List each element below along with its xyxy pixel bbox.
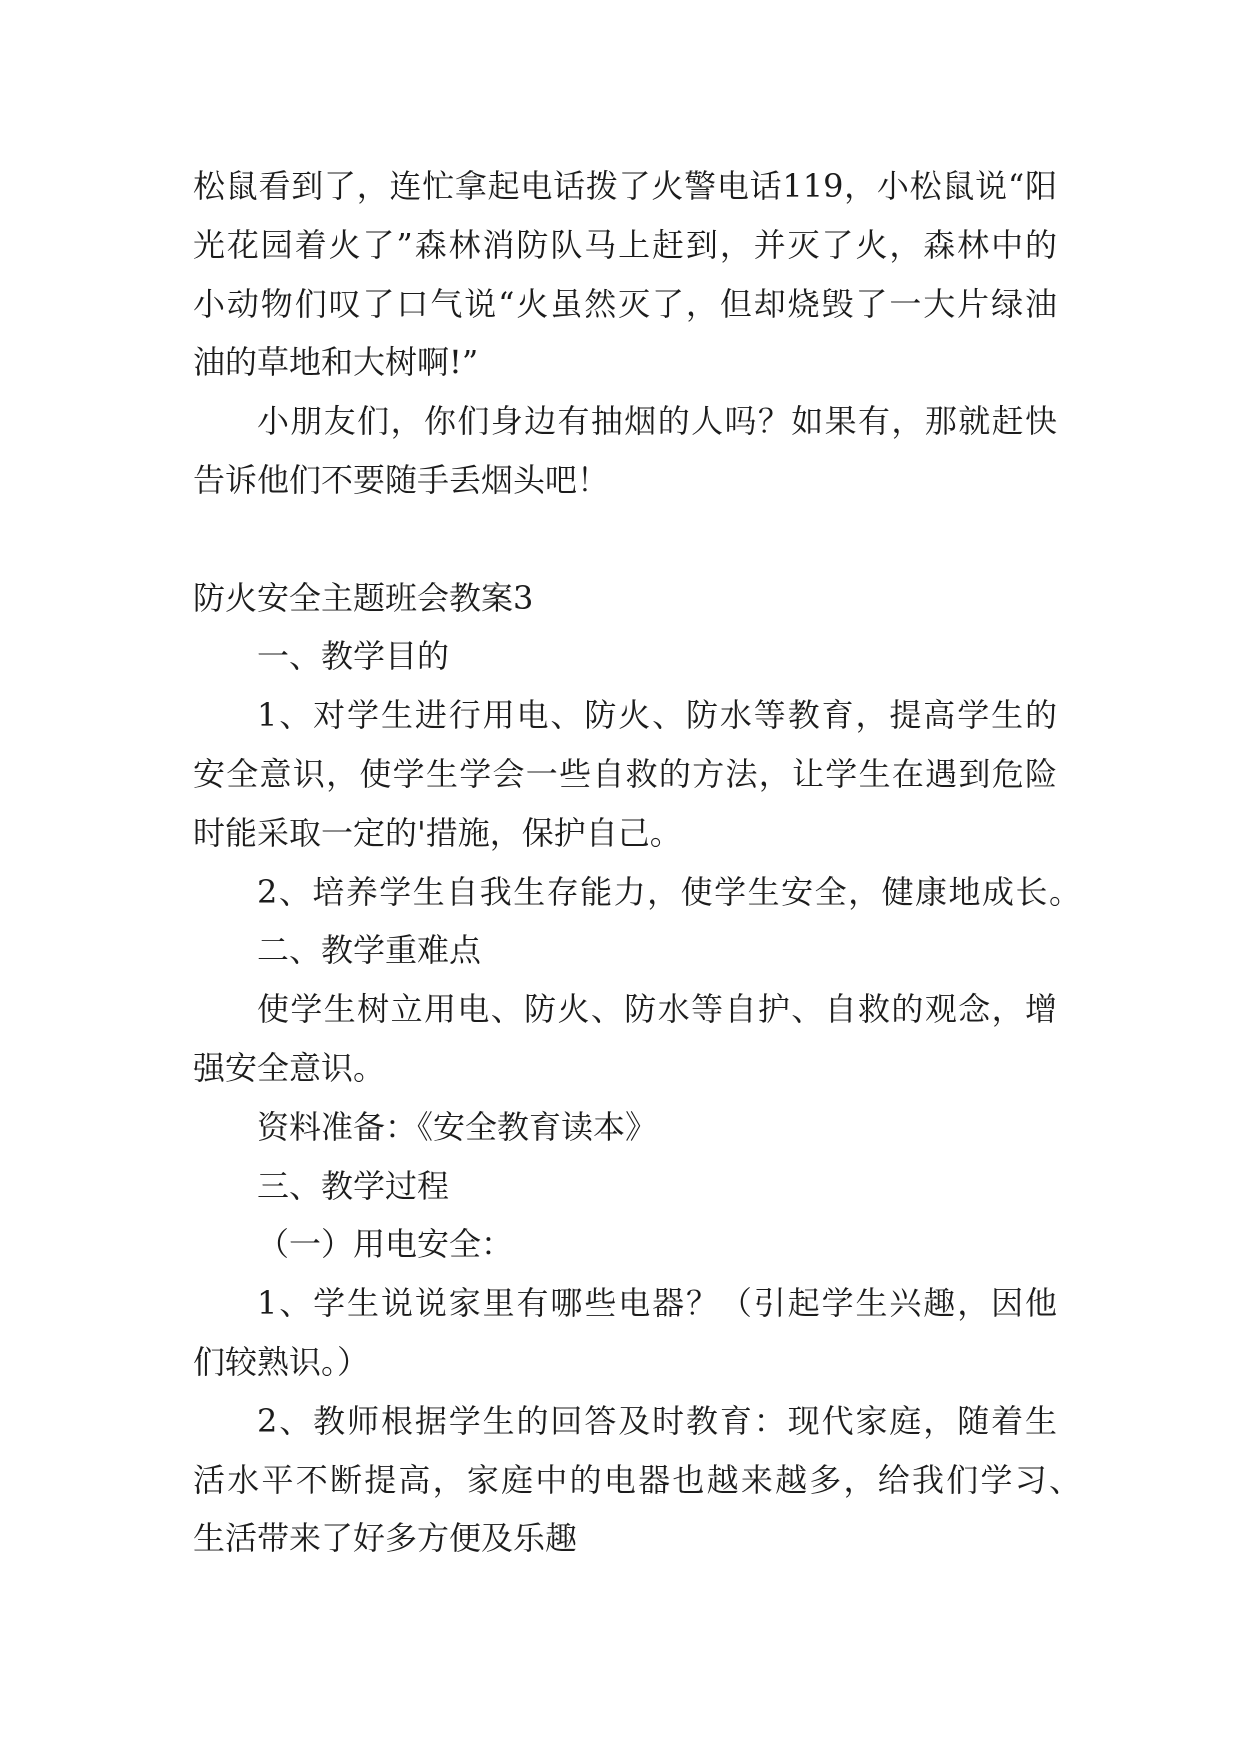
text-line: 油的草地和大树啊!”	[193, 343, 479, 382]
text-line: 强安全意识。	[193, 1048, 386, 1087]
text-line: 安全意识，使学生学会一些自救的方法，让学生在遇到危险	[193, 754, 1057, 793]
text-line: 生活带来了好多方便及乐趣	[193, 1519, 578, 1558]
text-line: 1、学生说说家里有哪些电器？（引起学生兴趣，因他	[257, 1284, 1057, 1323]
paragraph-gap	[193, 510, 1057, 569]
subsection-heading: （一）用电安全：	[257, 1225, 514, 1264]
section-heading: 一、教学目的	[257, 637, 450, 676]
text-line: 小朋友们，你们身边有抽烟的人吗？如果有，那就赶快	[257, 402, 1057, 441]
text-line: 使学生树立用电、防火、防水等自护、自救的观念，增	[257, 990, 1057, 1029]
section-heading: 三、教学过程	[257, 1166, 450, 1205]
text-line: 光花园着火了”森林消防队马上赶到，并灭了火，森林中的	[193, 225, 1057, 264]
text-line: 活水平不断提高，家庭中的电器也越来越多，给我们学习、	[193, 1460, 1081, 1499]
section-heading: 二、教学重难点	[257, 931, 482, 970]
materials-line: 资料准备：《安全教育读本》	[257, 1107, 658, 1146]
section-title: 防火安全主题班会教案3	[193, 578, 534, 617]
text-line: 小动物们叹了口气说“火虽然灭了，但却烧毁了一大片绿油	[193, 284, 1057, 323]
text-line: 2、培养学生自我生存能力，使学生安全，健康地成长。	[257, 872, 1081, 911]
text-line: 松鼠看到了，连忙拿起电话拨了火警电话119，小松鼠说“阳	[193, 167, 1057, 205]
text-line: 2、教师根据学生的回答及时教育：现代家庭，随着生	[257, 1401, 1057, 1440]
text-line: 1、对学生进行用电、防火、防水等教育，提高学生的	[257, 696, 1057, 735]
text-line: 们较熟识。）	[193, 1342, 370, 1381]
text-line: 告诉他们不要随手丢烟头吧！	[193, 460, 610, 499]
document-body	[193, 157, 1081, 1568]
text-line: 时能采取一定的'措施，保护自己。	[193, 813, 682, 852]
